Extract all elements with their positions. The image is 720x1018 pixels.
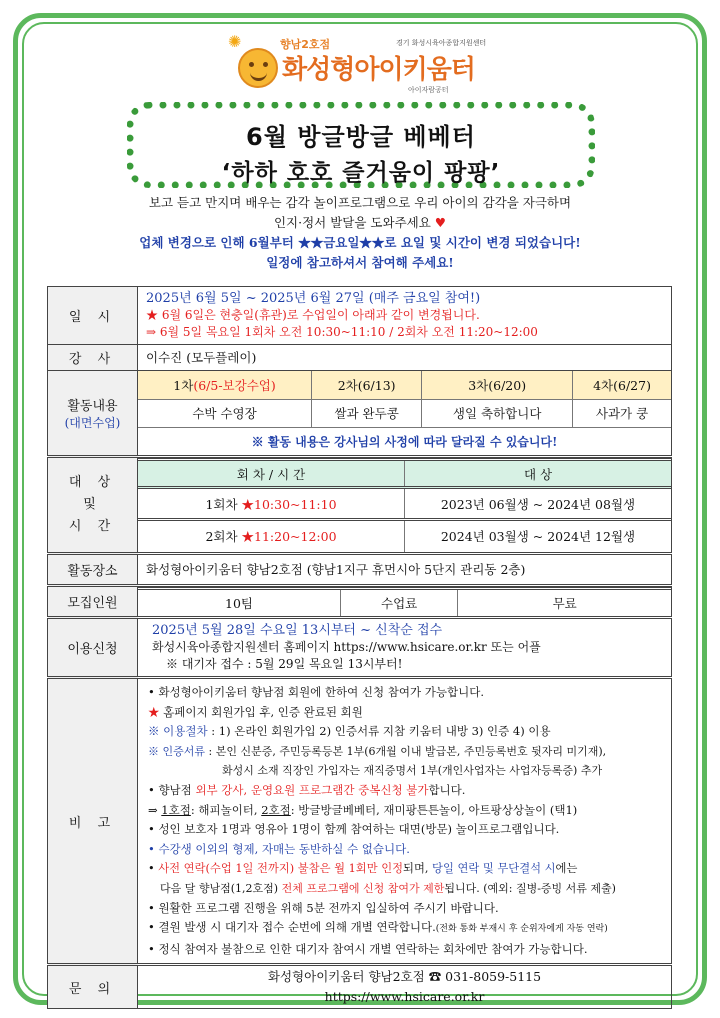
- target-row-1-target: 2023년 06월생 ~ 2024년 08월생: [405, 488, 672, 520]
- note-12: • 정식 참여자 불참으로 인한 대기자 참여시 개별 연락하는 회차에만 참여가 가능합니다.: [148, 941, 588, 956]
- instructor-value: 이수진 (모두플레이): [138, 345, 672, 371]
- smile-face-icon: [238, 48, 278, 88]
- note-6c: : 해피놀이터,: [190, 802, 262, 817]
- target-label-1: 대 상: [68, 474, 117, 490]
- session-2-content: 쌀과 완두콩: [312, 399, 422, 427]
- session-3-header: [422, 371, 573, 399]
- row-2-time: ★11:20~12:00: [241, 529, 337, 545]
- recruit-label: 모집인원: [48, 585, 138, 618]
- logo-name: 화성형아이키움터: [282, 55, 475, 85]
- contact-line-1: 화성형아이키움터 향남2호점 ☎ 031-8059-5115: [267, 969, 542, 985]
- note-9c: 당일 연락 및 무단결석 시: [432, 862, 556, 876]
- note-3: [148, 722, 665, 742]
- target-col-target: 대 상: [405, 460, 672, 488]
- notes-cell: [138, 678, 672, 965]
- row-2-session: 2회차: [205, 529, 238, 545]
- target-row-2-session: [138, 520, 405, 552]
- session-4-header: [573, 371, 671, 399]
- note-11-small: (전화 통화 부재시 후 순위자에게 자동 연락): [435, 924, 608, 935]
- note-11-text: 결원 발생 시 대기자 접수 순번에 의해 개별 연락합니다.: [158, 920, 436, 935]
- intro-line-2-wrap: [60, 213, 660, 233]
- note-9e: 다음 달 향남점(1,2호점): [160, 881, 282, 895]
- intro-text: [60, 193, 660, 273]
- row-1-time: ★10:30~11:10: [241, 496, 337, 512]
- schedule-period: 2025년 6월 5일 ~ 2025년 6월 27일 (매주 금요일 참여!): [146, 291, 481, 306]
- note-9g: 됩니다. (예외: 질병-증빙 서류 제출): [444, 881, 616, 895]
- info-table: [47, 286, 672, 1009]
- schedule-change-2: ⇒ 6월 5일 목요일 1회차 오전 10:30~11:10 / 2회차 오전 11:20~12:00: [146, 325, 538, 339]
- heart-icon: ♥: [434, 215, 447, 230]
- note-1-text: 화성형아이키움터 향남점 회원에 한하여 신청 참여가 가능합니다.: [158, 685, 484, 699]
- note-9b: 되며,: [403, 862, 433, 876]
- note-3-label: ※ 이용절차: [148, 724, 208, 739]
- notes-label: 비 고: [48, 678, 138, 965]
- target-row-1-session: [138, 488, 405, 520]
- note-11: • 결원 발생 시 대기자 접수 순번에 의해 개별 연락합니다.(전화 통화 부재시 후 순위자에게 자동 연락): [148, 920, 608, 935]
- note-4: [148, 742, 665, 762]
- session-4-date: (6/27): [613, 377, 651, 393]
- note-9a: 사전 연락(수업 1일 전까지) 불참은 월 1회만 인정: [158, 862, 404, 876]
- target-col-session: 회 차 / 시 간: [138, 460, 405, 488]
- session-3-date: (6/20): [488, 377, 527, 393]
- apply-line-3: ※ 대기자 접수 : 5월 29일 목요일 13시부터!: [166, 657, 403, 671]
- fee-label: 수업료: [341, 588, 458, 616]
- instructor-label: 강 사: [48, 345, 138, 371]
- note-9f: 전체 프로그램에 신청 참여가 제한: [281, 881, 445, 895]
- logo-subtitle: 아이자람공터: [408, 86, 449, 94]
- session-2-header: [312, 371, 422, 399]
- note-9d: 에는: [555, 862, 578, 876]
- note-6d: 2호점: [261, 802, 291, 817]
- contact-cell: [138, 965, 672, 1009]
- contact-url: https://www.hsicare.or.kr: [324, 989, 485, 1005]
- logo-branch: 향남2호점: [280, 38, 331, 51]
- schedule-label: 일 시: [48, 287, 138, 345]
- note-2-text: 홈페이지 회원가입 후, 인증 완료된 회원: [163, 704, 363, 719]
- target-row-2-target: 2024년 03월생 ~ 2024년 12월생: [405, 520, 672, 552]
- logo-agency: 경기 화성시육아종합지원센터: [396, 39, 487, 47]
- notes-list: [138, 679, 671, 963]
- session-1-header: [138, 371, 312, 399]
- note-6a: ⇒: [148, 802, 162, 817]
- target-label-3: 시 간: [68, 518, 117, 534]
- note-4b: 화성시 소재 직장인 가입자는 재직증명서 1부(개인사업자는 사업자등록증) 추가: [222, 764, 603, 778]
- note-3-text: : 1) 온라인 회원가입 2) 인증서류 지참 키움터 내방 3) 인증 4) 이용: [211, 724, 551, 739]
- session-1-num: 1차: [173, 377, 194, 393]
- apply-line-2: 화성시육아종합지원센터 홈페이지 https://www.hsicare.or.kr 또는 어플: [152, 640, 541, 654]
- recruit-count: 10팀: [138, 588, 341, 616]
- intro-line-2: 인지·정서 발달을 도와주세요: [273, 215, 431, 230]
- session-3-content: 생일 축하합니다: [422, 399, 573, 427]
- page-subtitle: ‘하하 호호 즐거움이 팡팡’: [221, 160, 501, 186]
- intro-line-1: 보고 듣고 만지며 배우는 감각 놀이프로그램으로 우리 아이의 감각을 자극하며: [148, 195, 572, 210]
- place-label: 활동장소: [48, 553, 138, 585]
- place-value: 화성형아이키움터 향남2호점 (향남1지구 휴먼시아 5단지 관리동 2층): [138, 553, 672, 585]
- activity-label: 활동내용: [67, 399, 118, 414]
- activity-sublabel: (대면수업): [64, 416, 121, 430]
- note-1: • 화성형아이키움터 향남점 회원에 한하여 신청 참여가 가능합니다.: [148, 685, 484, 699]
- recruit-table: [138, 587, 671, 617]
- note-7-text: 성인 보호자 1명과 영유아 1명이 함께 참여하는 대면(방문) 놀이프로그램입니다.: [158, 822, 560, 837]
- activity-cell: [138, 371, 672, 457]
- note-12-text: 정식 참여자 불참으로 인한 대기자 참여시 개별 연락하는 회차에만 참여가 가능합니다.: [158, 941, 588, 956]
- title-box: [127, 102, 595, 188]
- session-3-num: 3차: [468, 377, 489, 393]
- note-5: • 향남점 외부 강사, 운영요원 프로그램간 중복신청 불가합니다.: [148, 782, 466, 797]
- star-icon: ★: [148, 704, 160, 719]
- schedule-cell: [138, 287, 672, 345]
- note-10-text: 원활한 프로그램 진행을 위해 5분 전까지 입실하여 주시기 바랍니다.: [158, 900, 499, 915]
- target-label-cell: [48, 457, 138, 554]
- session-2-date: (6/13): [357, 377, 396, 393]
- apply-line-1: 2025년 5월 28일 수요일 13시부터 ~ 신착순 접수: [152, 623, 443, 638]
- page-title: 6월 방글방글 베베터: [246, 123, 476, 151]
- note-2: [148, 703, 665, 723]
- center-logo: [228, 34, 498, 98]
- activity-note: ※ 활동 내용은 강사님의 사정에 따라 달라질 수 있습니다!: [138, 427, 671, 455]
- note-9-cont: [148, 879, 665, 899]
- activity-table: [138, 371, 671, 455]
- sun-icon: ✺: [228, 32, 242, 51]
- note-5b: 외부 강사, 운영요원 프로그램간 중복신청 불가: [195, 782, 429, 797]
- session-2-num: 2차: [337, 377, 358, 393]
- notice-line-2: 일정에 참고하셔서 참여해 주세요!: [266, 255, 454, 270]
- note-8-text: 수강생 이외의 형제, 자매는 동반하실 수 없습니다.: [158, 841, 410, 856]
- apply-cell: [138, 618, 672, 678]
- session-4-content: 사과가 쿵: [573, 399, 671, 427]
- note-5a: 향남점: [158, 782, 196, 797]
- note-4-label: ※ 인증서류: [148, 744, 206, 758]
- target-cell: [138, 457, 672, 554]
- target-label-2: 및: [83, 496, 102, 512]
- session-1-date: (6/5-보강수업): [193, 377, 276, 393]
- note-5c: 합니다.: [428, 782, 466, 797]
- recruit-cell: [138, 585, 672, 618]
- note-6b: 1호점: [161, 802, 191, 817]
- apply-label: 이용신청: [48, 618, 138, 678]
- notice-line-1: 업체 변경으로 인해 6월부터 ★★금요일★★로 요일 및 시간이 변경 되었습니다!: [139, 235, 581, 250]
- note-7: • 성인 보호자 1명과 영유아 1명이 함께 참여하는 대면(방문) 놀이프로그램입니다.: [148, 822, 560, 837]
- row-1-session: 1회차: [205, 496, 238, 512]
- note-9: • 사전 연락(수업 1일 전까지) 불참은 월 1회만 인정되며, 당일 연락 및 무단결석 시에는: [148, 862, 578, 876]
- note-6: [148, 801, 665, 821]
- contact-label: 문 의: [48, 965, 138, 1009]
- note-10: • 원활한 프로그램 진행을 위해 5분 전까지 입실하여 주시기 바랍니다.: [148, 900, 499, 915]
- session-4-num: 4차: [593, 377, 614, 393]
- fee-value: 무료: [458, 588, 671, 616]
- note-6e: : 방글방글베베터, 재미팡튼튼놀이, 아트팡상상놀이 (택1): [290, 802, 578, 817]
- note-8: • 수강생 이외의 형제, 자매는 동반하실 수 없습니다.: [148, 841, 410, 856]
- session-1-content: 수박 수영장: [138, 399, 312, 427]
- activity-label-cell: [48, 371, 138, 457]
- target-table: [138, 458, 671, 552]
- note-4-text: : 본인 신분증, 주민등록등본 1부(6개월 이내 발급본, 주민등록번호 뒷자리 미기재),: [208, 744, 607, 758]
- schedule-change-1: ★ 6월 6일은 현충일(휴관)로 수업일이 아래과 같이 변경됩니다.: [146, 308, 480, 322]
